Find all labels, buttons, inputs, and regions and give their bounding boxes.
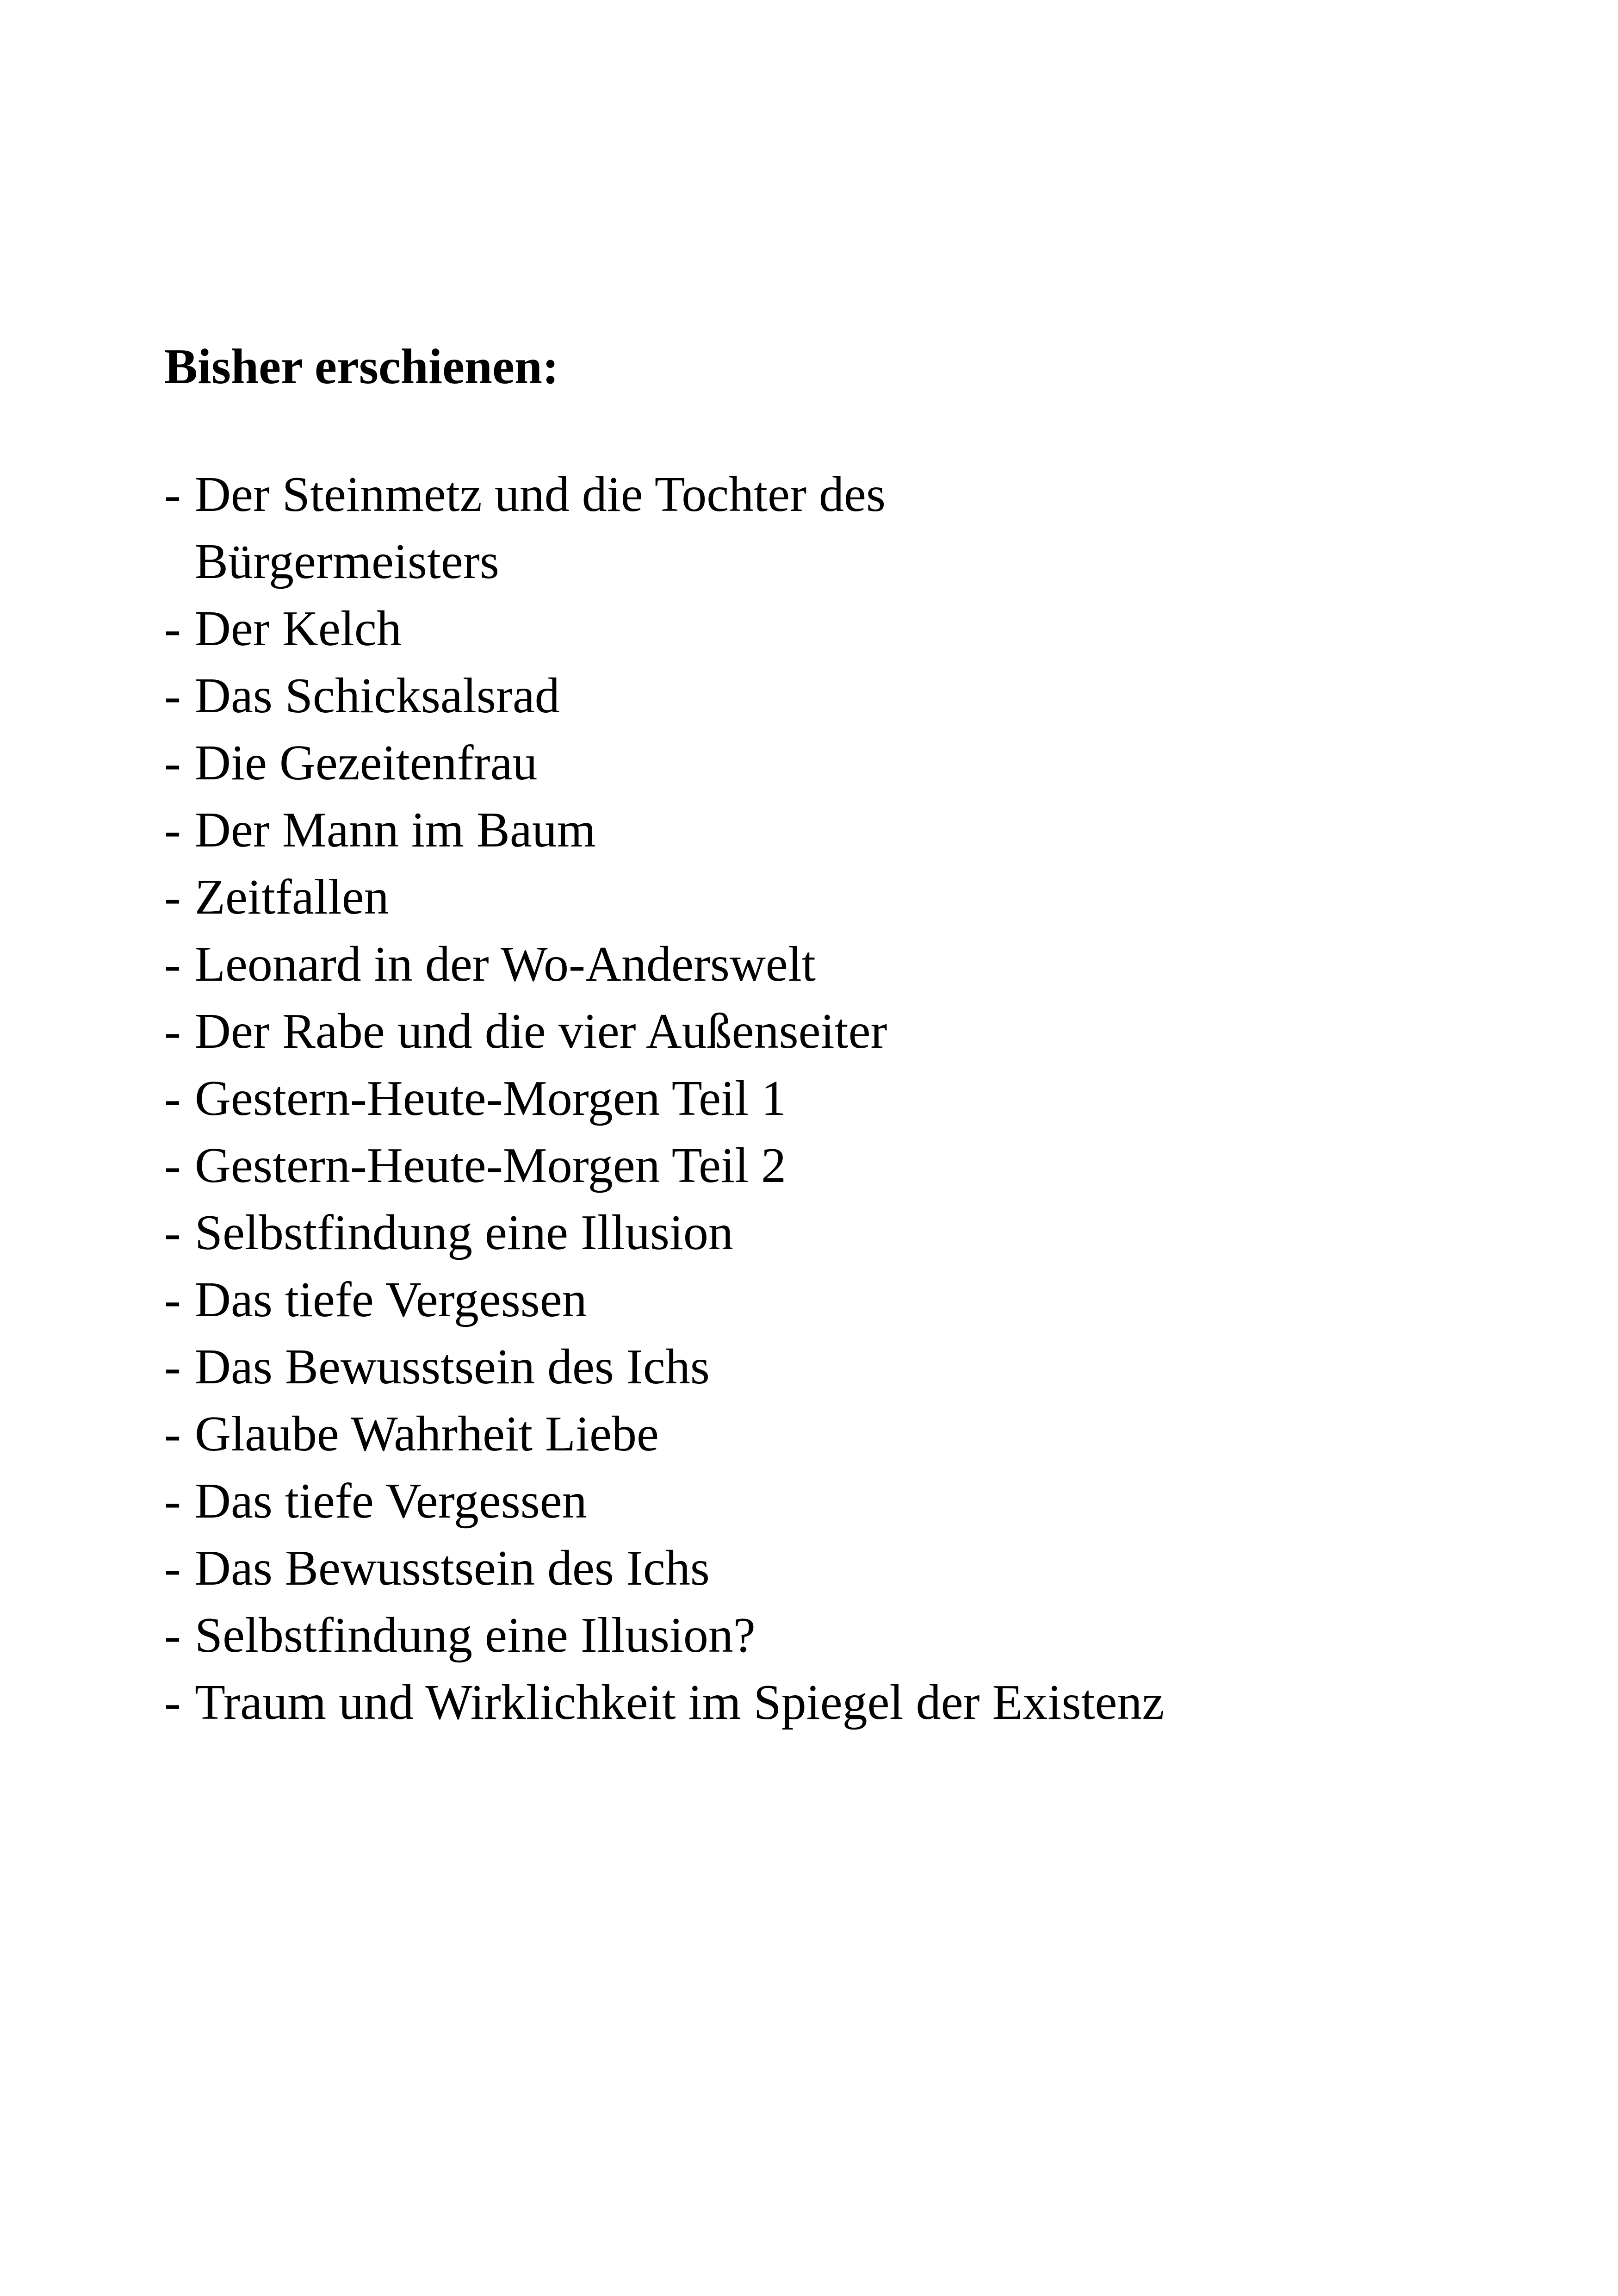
list-item [164, 729, 1506, 796]
list-dash: - [164, 1138, 181, 1193]
book-list [164, 461, 1506, 1736]
list-dash: - [164, 735, 181, 790]
list-item [164, 1468, 1506, 1535]
list-item [164, 1065, 1506, 1132]
list-item [164, 1199, 1506, 1266]
list-item [164, 1669, 1506, 1736]
list-item [164, 864, 1506, 931]
book-title: Das tiefe Vergessen [195, 1474, 587, 1529]
list-dash: - [164, 1339, 181, 1394]
list-item [164, 1400, 1506, 1468]
list-dash: - [164, 1675, 181, 1730]
book-title: Gestern-Heute-Morgen Teil 1 [195, 1071, 787, 1126]
book-title: Der Mann im Baum [195, 803, 596, 858]
book-title: Leonard in der Wo-Anderswelt [195, 937, 816, 992]
book-title: Der Steinmetz und die Tochter des Bürgermeisters [195, 467, 886, 589]
book-title: Selbstfindung eine Illusion? [195, 1608, 756, 1663]
book-title: Das tiefe Vergessen [195, 1272, 587, 1327]
book-title: Glaube Wahrheit Liebe [195, 1406, 659, 1462]
book-title: Das Schicksalsrad [195, 668, 560, 723]
list-dash: - [164, 1004, 181, 1059]
list-item [164, 595, 1506, 662]
list-dash: - [164, 1272, 181, 1327]
book-title: Das Bewusstsein des Ichs [195, 1339, 710, 1394]
book-title: Selbstfindung eine Illusion [195, 1205, 733, 1260]
list-dash: - [164, 870, 181, 925]
page-heading: Bisher erschienen: [164, 339, 559, 394]
book-title: Traum und Wirklichkeit im Spiegel der Existenz [195, 1675, 1165, 1730]
list-dash: - [164, 467, 181, 522]
list-item [164, 998, 1506, 1065]
list-item [164, 1266, 1506, 1333]
book-title: Zeitfallen [195, 870, 389, 925]
list-dash: - [164, 1205, 181, 1260]
list-dash: - [164, 803, 181, 858]
list-item [164, 1535, 1506, 1602]
list-dash: - [164, 937, 181, 992]
list-dash: - [164, 1406, 181, 1462]
list-item [164, 1132, 1506, 1199]
list-item [164, 796, 1506, 864]
list-item [164, 662, 1506, 729]
list-dash: - [164, 1541, 181, 1596]
list-item [164, 1333, 1506, 1400]
list-dash: - [164, 668, 181, 723]
list-dash: - [164, 601, 181, 656]
book-title: Gestern-Heute-Morgen Teil 2 [195, 1138, 787, 1193]
page-content [164, 332, 1506, 1730]
book-title: Das Bewusstsein des Ichs [195, 1541, 710, 1596]
list-item [164, 1602, 1506, 1669]
list-item [164, 461, 1506, 595]
list-dash: - [164, 1474, 181, 1529]
list-dash: - [164, 1071, 181, 1126]
book-title: Der Rabe und die vier Außenseiter [195, 1004, 887, 1059]
book-title: Die Gezeitenfrau [195, 735, 538, 790]
book-title: Der Kelch [195, 601, 402, 656]
list-item [164, 931, 1506, 998]
list-dash: - [164, 1608, 181, 1663]
